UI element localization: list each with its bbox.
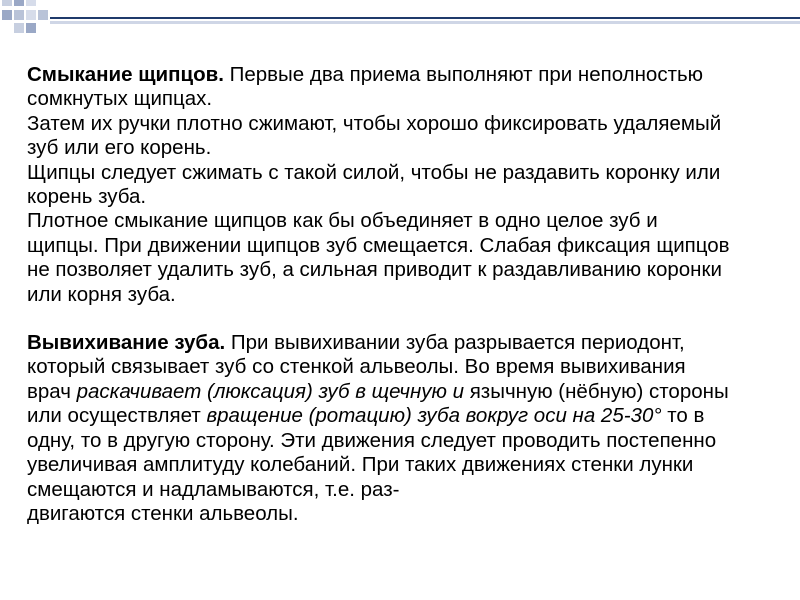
section1-line: Затем их ручки плотно сжимают, чтобы хорошо фиксировать удаляемый xyxy=(27,111,722,135)
section2-line: или осуществляет вращение (ротацию) зуба вокруг оси на 25-30° то в xyxy=(27,404,705,428)
section2-line: смещаются и надламываются, т.е. раз- xyxy=(27,477,400,501)
section1-line: щипцы. При движении щипцов зуб смещается. Слабая фиксация щипцов xyxy=(27,233,730,257)
section1-heading: Смыкание щипцов. xyxy=(27,63,224,86)
section2-line1: Вывихивание зуба. При вывихивании зуба разрывается периодонт, xyxy=(27,331,685,355)
section1-line: зуб или его корень. xyxy=(27,136,212,160)
section2-line: одну, то в другую сторону. Эти движения следует проводить постепенно xyxy=(27,428,717,452)
paragraph-gap xyxy=(27,307,797,331)
decor-square xyxy=(26,23,36,33)
italic-phrase: вращение (ротацию) зуба вокруг оси на 25-30° xyxy=(206,404,662,428)
section2-line: врач раскачивает (люксация) зуб в щечную и язычную (нёбную) стороны xyxy=(27,379,729,403)
decorative-header xyxy=(0,0,800,40)
section2-heading: Вывихивание зуба. xyxy=(27,331,226,355)
section1-line: Щипцы следует сжимать с такой силой, чтобы не раздавить коронку или xyxy=(27,160,721,184)
italic-phrase: раскачивает (люксация) зуб в щечную и xyxy=(76,379,465,403)
decor-square xyxy=(2,0,12,6)
header-bar-dark xyxy=(50,17,800,19)
decor-square xyxy=(14,23,24,33)
decor-square xyxy=(14,0,24,6)
header-bar-light xyxy=(50,21,800,24)
section1-line: Плотное смыкание щипцов как бы объединяет в одно целое зуб и xyxy=(27,209,658,233)
slide-text xyxy=(27,63,797,526)
section1-line: не позволяет удалить зуб, а сильная приводит к раздавливанию коронки xyxy=(27,258,722,282)
decor-square xyxy=(26,0,36,6)
section1-line: сомкнутых щипцах. xyxy=(27,87,213,111)
decor-square xyxy=(2,10,12,20)
decor-square xyxy=(14,10,24,20)
decor-square xyxy=(26,10,36,20)
section2-line: который связывает зуб со стенкой альвеолы. Во время вывихивания xyxy=(27,355,686,379)
section1-line: или корня зуба. xyxy=(27,282,176,306)
section2-line: двигаются стенки альвеолы. xyxy=(27,501,299,525)
decor-square xyxy=(38,10,48,20)
section1-line1: Смыкание щипцов. Первые два приема выполняют при неполностью xyxy=(27,63,704,86)
section2-line: увеличивая амплитуду колебаний. При таких движениях стенки лунки xyxy=(27,453,694,477)
section1-line: корень зуба. xyxy=(27,185,147,209)
